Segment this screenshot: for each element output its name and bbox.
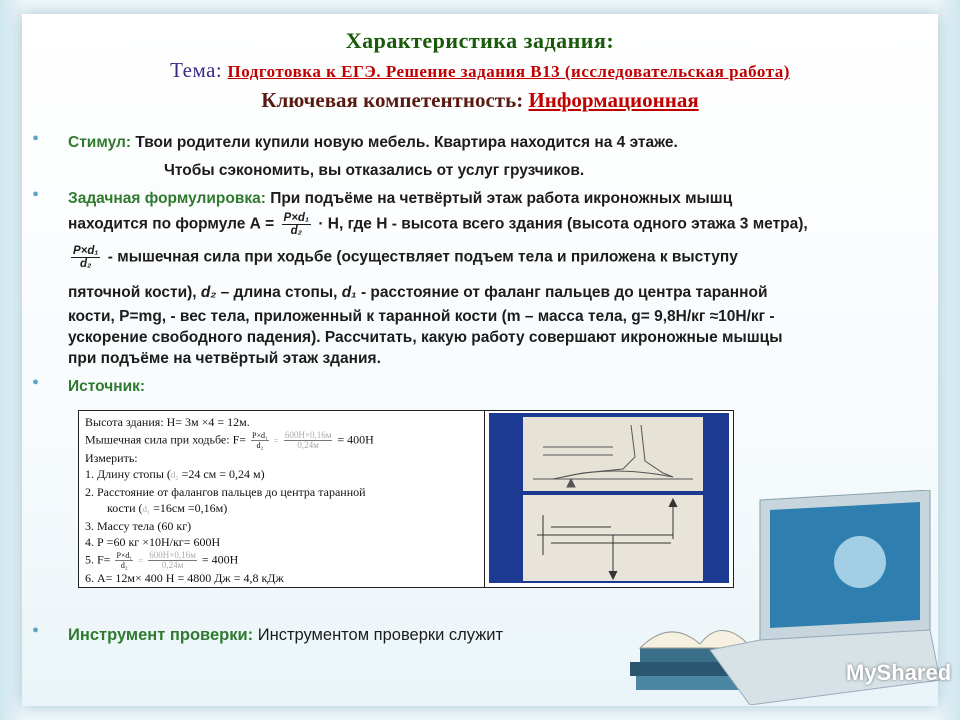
task-line3: $\frac{\text{P×d₁}}{\text{d₂}}$ - мышечная сила при ходьбе (осуществляет подъем тела и приложена к выступу <box>73 245 738 270</box>
task-line2: находится по формуле А = $\frac{\text{P×d₁}}{\text{d₂}}$ · Н, где Н - высота всего здания (высота одного этажа 3 метра), <box>68 212 808 237</box>
force-fraction: $\frac{\text{P×d₁}}{\text{d₂}}$ <box>73 245 99 270</box>
task-line7: при подъёме на четвёртый этаж здания. <box>68 350 381 367</box>
solution-row: 2. Расстояние от фалангов пальцев до центра таранной <box>85 484 366 499</box>
left-border-band <box>0 0 22 720</box>
solution-row: 1. Длину стопы (d₂ =24 см = 0,24 м) <box>85 467 265 481</box>
formula-fraction: $\frac{\text{P×d₁}}{\text{d₂}}$ <box>283 212 310 237</box>
topic-line <box>40 58 920 83</box>
competence-label: Ключевая компетентность: <box>261 88 524 112</box>
competence-line <box>40 88 920 113</box>
slide-title: Характеристика задания: <box>345 28 615 53</box>
bullet-icon: • <box>32 128 40 150</box>
stimulus-line1: Твои родители купили новую мебель. Квартира находится на 4 этаже. <box>135 134 678 151</box>
right-border-band <box>938 0 960 720</box>
bullet-icon: • <box>32 184 40 206</box>
tool-line: Инструмент проверки: Инструментом проверки служит <box>68 626 504 644</box>
solution-row: Высота здания: Н= 3м ×4 = 12м. <box>85 415 250 429</box>
competence-value: Информационная <box>528 88 699 112</box>
solution-row: кости (d₁ =16см =0,16м) <box>107 501 228 515</box>
solution-cell <box>79 411 485 587</box>
solution-row: 5. F= $\frac{\text{P×d₁}}{\text{d₂}}$ = $\frac{600Н\times 0,16м}{0,24м}$ = 400Н <box>85 549 239 570</box>
foot-anatomy-image <box>523 417 703 491</box>
task-label: Задачная формулировка: <box>68 190 266 207</box>
solution-row: Мышечная сила при ходьбе: F= $\frac{\text{P×d₁}}{\text{d₂}}$ = $\frac{600Н\times 0,16м}{0,24м}$ = 400Н <box>85 429 374 450</box>
solution-row: 3. Массу тела (60 кг) <box>85 518 192 533</box>
task-line5: кости, P=mg, - вес тела, приложенный к таранной кости (m – масса тела, g= 9,8Н/кг ≈10Н/кг - <box>68 308 775 325</box>
solution-row: Измерить: <box>85 450 138 465</box>
source-table <box>78 410 734 588</box>
solution-row: 6. А= 12м× 400 Н = 4800 Дж = 4,8 кДж <box>85 570 284 585</box>
topic-value: Подготовка к ЕГЭ. Решение задания В13 (исследовательская работа) <box>227 62 790 81</box>
stimulus-label: Стимул: <box>68 134 131 151</box>
lever-diagram-image <box>523 495 703 581</box>
stimulus-block <box>68 131 908 155</box>
topic-label: Тема: <box>170 58 223 82</box>
bullet-icon: • <box>32 372 40 394</box>
watermark: MyShared <box>846 660 952 685</box>
solution-row: 4. Р =60 кг ×10Н/кг= 600Н <box>85 535 221 549</box>
source-label: Источник: <box>68 378 146 395</box>
task-line4: пяточной кости), d₂ – длина стопы, d₁ - расстояние от фаланг пальцев до центра таранной <box>68 284 768 301</box>
bullet-icon: • <box>32 620 40 642</box>
stimulus-line2: Чтобы сэкономить, вы отказались от услуг грузчиков. <box>164 162 585 179</box>
task-line6: ускорение свободного падения). Рассчитать, какую работу совершают икроножные мышцы <box>68 329 783 346</box>
task-line1: Задачная формулировка: При подъёме на четвёртый этаж работа икроножных мышц <box>68 190 733 207</box>
